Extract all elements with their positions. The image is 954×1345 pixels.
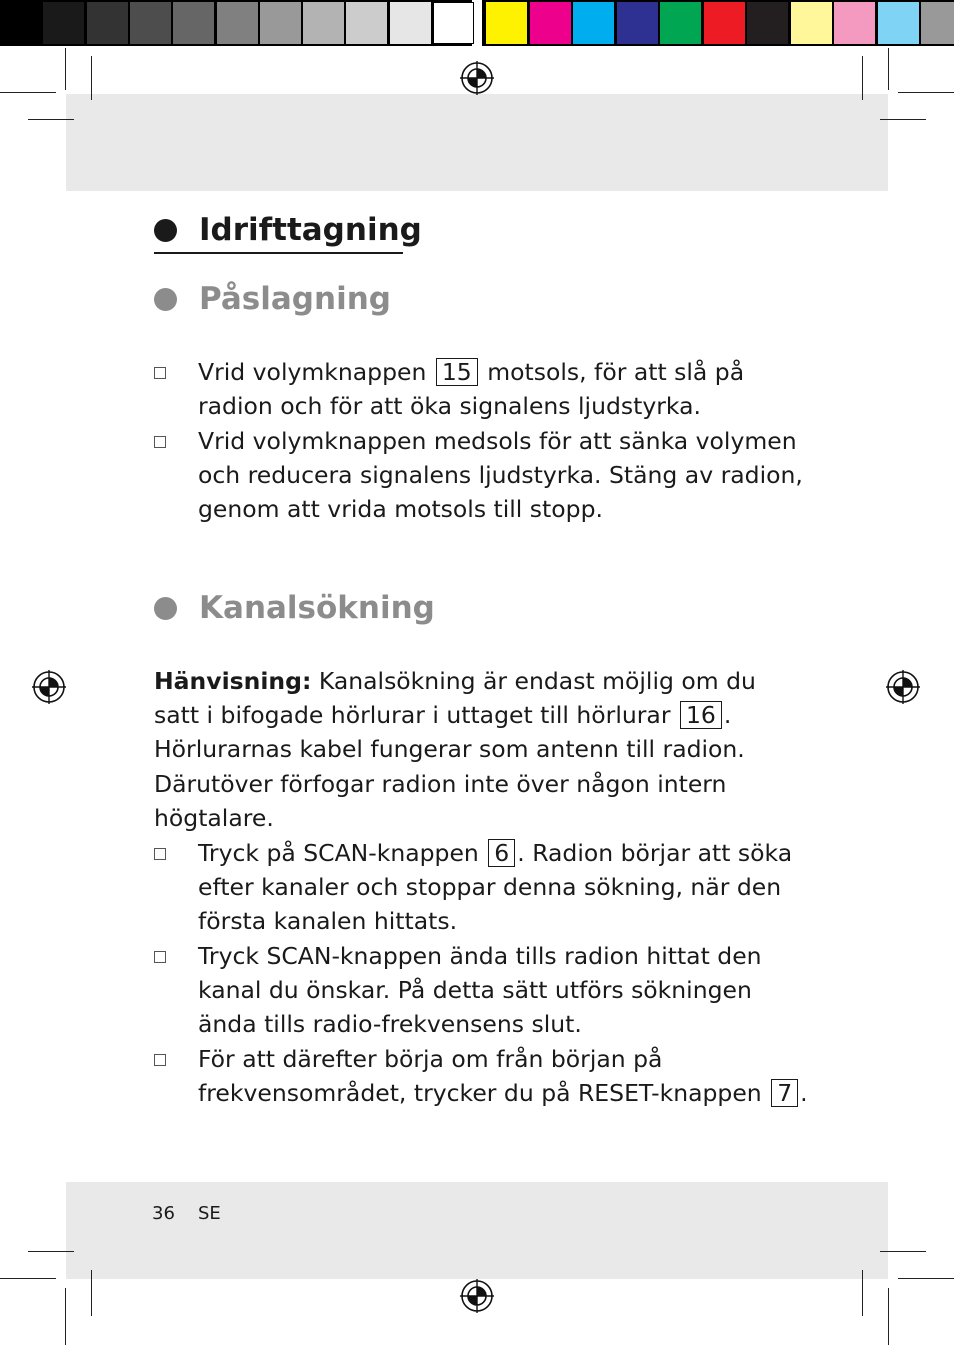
- registration-mark-icon: [460, 1279, 494, 1313]
- reference-number: 15: [436, 358, 478, 386]
- gray-swatch: [390, 2, 431, 44]
- gray-swatch: [130, 2, 171, 44]
- color-swatch: [617, 2, 658, 44]
- registration-mark-icon: [460, 61, 494, 95]
- language-code: SE: [198, 1203, 221, 1224]
- reference-number: 16: [680, 701, 722, 729]
- page-number: 36: [152, 1203, 175, 1224]
- registration-mark-icon: [32, 670, 66, 704]
- gray-swatch: [433, 2, 474, 44]
- reference-number: 7: [771, 1079, 798, 1107]
- color-swatch: [573, 2, 614, 44]
- list-item: [154, 836, 814, 939]
- gray-swatch: [260, 2, 301, 44]
- item-text: Tryck på SCAN-knappen: [198, 839, 479, 867]
- heading-text: Påslagning: [199, 281, 391, 317]
- checkbox-bullet-icon: [154, 951, 166, 963]
- bullet-dot-icon: [154, 219, 177, 242]
- list-item: [154, 355, 814, 423]
- item-text: motsols, för att slå på radion och för att öka signalens ljudstyrka.: [198, 358, 745, 421]
- gray-swatch: [0, 2, 41, 44]
- note-paragraph: [154, 664, 804, 835]
- list-item: [154, 1042, 814, 1110]
- item-text: För att därefter börja om från början på frekvensområdet, trycker du på RESET-knappen: [198, 1045, 762, 1108]
- note-label: Hänvisning:: [154, 667, 312, 695]
- color-swatch: [660, 2, 701, 44]
- heading-text: Kanalsökning: [199, 590, 435, 626]
- section-heading-idrifttagning: [154, 212, 422, 248]
- section-heading-kanalsokning: [154, 590, 435, 626]
- checkbox-bullet-icon: [154, 367, 166, 379]
- header-band: [66, 94, 888, 191]
- color-swatch: [486, 2, 527, 44]
- bullet-dot-icon: [154, 288, 177, 311]
- gray-swatch: [173, 2, 214, 44]
- checkbox-bullet-icon: [154, 1054, 166, 1066]
- section-heading-paslagning: [154, 281, 391, 317]
- color-swatch: [921, 2, 954, 44]
- reference-number: 6: [488, 839, 515, 867]
- gray-swatch: [87, 2, 128, 44]
- gray-swatch: [303, 2, 344, 44]
- bullet-dot-icon: [154, 597, 177, 620]
- color-swatch: [704, 2, 745, 44]
- registration-mark-icon: [886, 670, 920, 704]
- checkbox-bullet-icon: [154, 848, 166, 860]
- note-text: Kanalsökning är endast möjlig om du satt i bifogade hörlurar i uttaget till hörlurar: [154, 667, 756, 730]
- color-swatch: [878, 2, 919, 44]
- list-item: [154, 424, 814, 527]
- gray-swatch: [346, 2, 387, 44]
- print-color-bar: [0, 0, 954, 46]
- list-item: [154, 939, 814, 1042]
- color-swatch: [791, 2, 832, 44]
- color-swatch: [530, 2, 571, 44]
- heading-underline: [154, 252, 403, 254]
- checkbox-bullet-icon: [154, 436, 166, 448]
- footer-band: [66, 1182, 888, 1279]
- note-text: . Hörlurarnas kabel fungerar som antenn till radion. Därutöver förfogar radion inte över någon intern högtalare.: [154, 701, 745, 832]
- item-text: . Radion börjar att söka efter kanaler och stoppar denna sökning, när den första kanalen hittats.: [198, 839, 793, 936]
- item-text: Vrid volymknappen medsols för att sänka volymen och reducera signalens ljudstyrka. Stäng av radion, genom att vrida motsols till stopp.: [198, 427, 803, 524]
- item-text: .: [800, 1079, 808, 1108]
- gray-swatch: [217, 2, 258, 44]
- gray-swatch: [43, 2, 84, 44]
- color-swatch: [834, 2, 875, 44]
- heading-text: Idrifttagning: [199, 212, 422, 248]
- color-swatch: [747, 2, 788, 44]
- item-text: Vrid volymknappen: [198, 358, 427, 386]
- item-text: Tryck SCAN-knappen ända tills radion hittat den kanal du önskar. På detta sätt utförs sökningen ända tills radio-frekvensens slut.: [198, 942, 762, 1039]
